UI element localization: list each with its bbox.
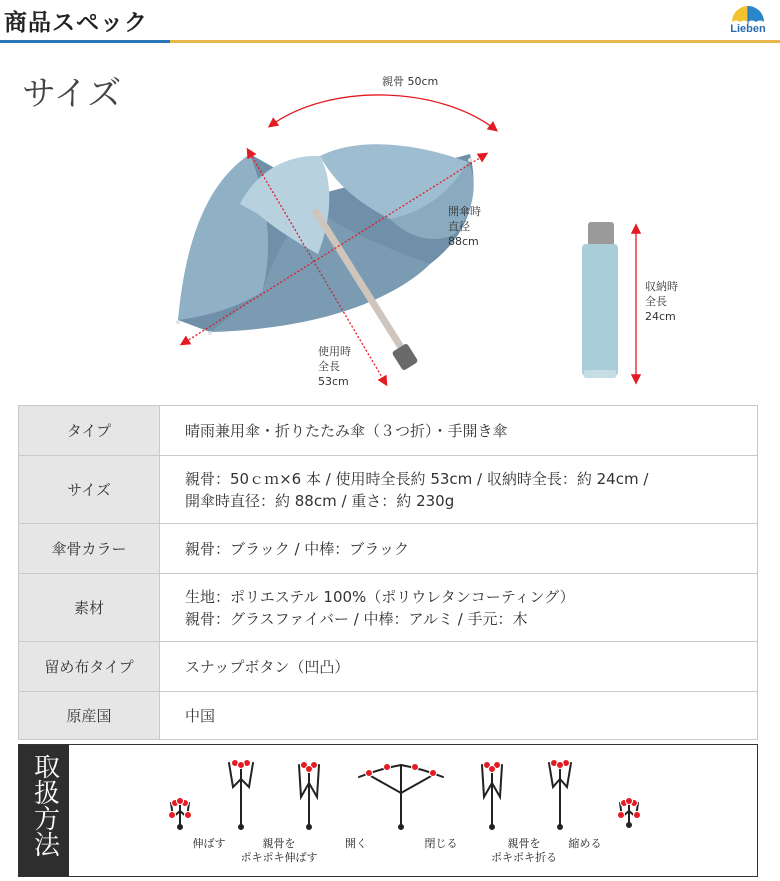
- umbrella-handle: [392, 343, 419, 371]
- step-label: 縮める: [568, 837, 602, 850]
- header-underline-blue: [0, 40, 170, 43]
- row-value: 中国: [160, 692, 758, 740]
- step-label: 開く: [345, 837, 367, 850]
- rib-length-arrow: [270, 95, 496, 130]
- row-value: 晴雨兼用傘・折りたたみ傘（３つ折）・手開き傘: [160, 406, 758, 456]
- table-row: [19, 692, 758, 740]
- pouch-body: [582, 244, 618, 376]
- rib-length-label: 親骨 50cm: [382, 75, 439, 88]
- row-value: スナップボタン（凹凸）: [160, 642, 758, 692]
- open-diameter-label: 開傘時 直径 88cm: [448, 205, 481, 248]
- handling-title: 取扱方法: [29, 753, 60, 857]
- step-fold-ribs-icon: [549, 763, 571, 829]
- table-row: [19, 406, 758, 456]
- header-underline-gold: [170, 40, 780, 43]
- step-label: 親骨を ポキポキ伸ばす: [240, 837, 318, 864]
- row-label: 素材: [19, 574, 160, 642]
- row-label: サイズ: [19, 456, 160, 524]
- row-value: 親骨：50ｃｍ×6 本 / 使用時全長約 53cm / 収納時全長：約 24cm / 開傘時直径：約 88cm / 重さ：約 230g: [160, 456, 758, 524]
- step-label: 親骨を ポキポキ折る: [491, 837, 557, 864]
- row-label: 傘骨カラー: [19, 524, 160, 574]
- step-extend-ribs-icon: [229, 763, 253, 829]
- table-row: [19, 524, 758, 574]
- handling-steps-svg: [69, 745, 757, 876]
- brand-logo: [722, 2, 774, 38]
- row-value: 親骨：ブラック / 中棒：ブラック: [160, 524, 758, 574]
- row-label: 原産国: [19, 692, 160, 740]
- brand-logo-text: Lieben: [730, 23, 766, 35]
- pouch-cap: [588, 222, 614, 246]
- pouch-bottom: [584, 370, 616, 378]
- handling-title-box: [19, 745, 69, 876]
- length-in-use-label: 使用時 全長 53cm: [318, 345, 351, 388]
- page-header: [0, 0, 780, 44]
- spec-table: [18, 405, 758, 740]
- stored-length-label: 収納時 全長 24cm: [645, 280, 678, 323]
- step-label: 閉じる: [424, 837, 458, 850]
- handling-section: [18, 744, 758, 877]
- size-heading: サイズ: [22, 74, 122, 114]
- step-close-icon: [482, 765, 502, 829]
- canopy-left-panel: [178, 154, 268, 320]
- table-row: [19, 456, 758, 524]
- step-label: 伸ばす: [192, 837, 226, 850]
- size-diagram: [0, 44, 780, 404]
- table-row: [19, 574, 758, 642]
- row-label: タイプ: [19, 406, 160, 456]
- row-value: 生地：ポリエステル 100%（ポリウレタンコーティング） 親骨：グラスファイバー / 中棒：アルミ / 手元：木: [160, 574, 758, 642]
- step-extend-ribs-2-icon: [299, 765, 319, 829]
- row-label: 留め布タイプ: [19, 642, 160, 692]
- umbrella-diagram-svg: [0, 44, 780, 404]
- table-row: [19, 642, 758, 692]
- page-title: 商品スペック: [4, 10, 148, 36]
